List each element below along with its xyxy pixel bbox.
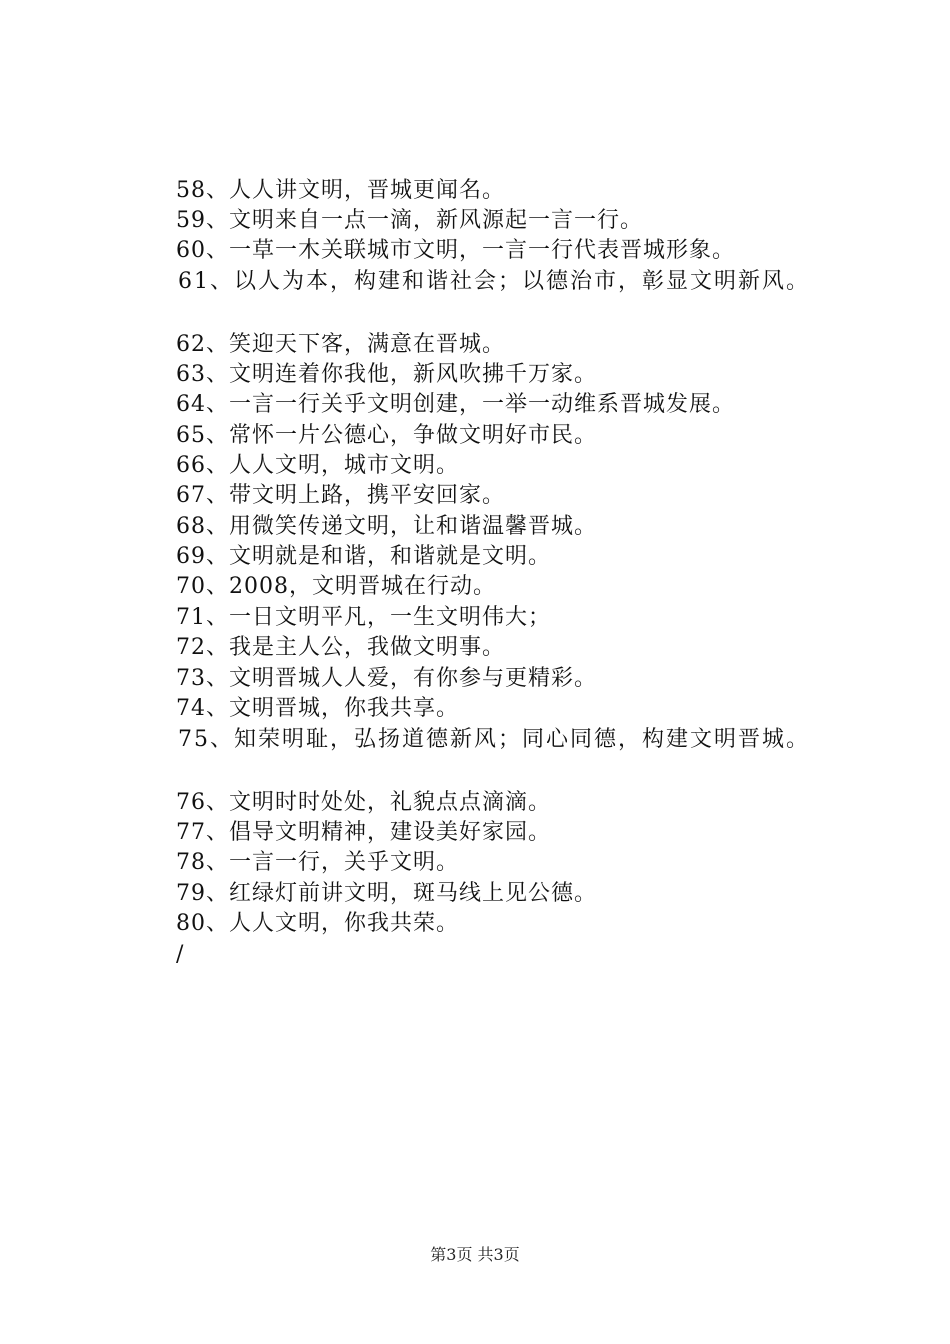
slogan-line: 69、文明就是和谐，和谐就是文明。 xyxy=(176,544,551,569)
slogan-line: 64、一言一行关乎文明创建，一举一动维系晋城发展。 xyxy=(176,392,735,417)
slogan-line: 58、人人讲文明，晋城更闻名。 xyxy=(176,178,505,203)
trailing-slash: / xyxy=(176,942,185,967)
page-footer: 第3页 共3页 xyxy=(430,1245,520,1264)
slogan-line: 67、带文明上路，携平安回家。 xyxy=(176,483,505,508)
slogan-line: 68、用微笑传递文明，让和谐温馨晋城。 xyxy=(176,514,597,539)
slogan-line: 73、文明晋城人人爱，有你参与更精彩。 xyxy=(176,666,597,691)
slogan-line: 80、人人文明，你我共荣。 xyxy=(176,911,459,936)
slogan-line: 63、文明连着你我他，新风吹拂千万家。 xyxy=(176,362,597,387)
slogan-line: 66、人人文明，城市文明。 xyxy=(176,453,459,478)
slogan-line: 59、文明来自一点一滴，新风源起一言一行。 xyxy=(176,208,643,233)
slogan-line: 70、2008，文明晋城在行动。 xyxy=(176,574,496,599)
slogan-line: 74、文明晋城，你我共享。 xyxy=(176,696,459,721)
slogan-line: 71、一日文明平凡，一生文明伟大； xyxy=(176,605,551,630)
slogan-line: 62、笑迎天下客，满意在晋城。 xyxy=(176,332,505,357)
slogan-line: 72、我是主人公，我做文明事。 xyxy=(176,635,505,660)
slogan-line: 60、一草一木关联城市文明，一言一行代表晋城形象。 xyxy=(176,238,735,263)
slogan-line: 75、知荣明耻，弘扬道德新风；同心同德，构建文明晋城。 xyxy=(178,727,810,752)
slogan-line: 77、倡导文明精神，建设美好家园。 xyxy=(176,820,551,845)
slogan-line: 61、以人为本，构建和谐社会；以德治市，彰显文明新风。 xyxy=(178,269,810,294)
slogan-line: 65、常怀一片公德心，争做文明好市民。 xyxy=(176,423,597,448)
slogan-line: 76、文明时时处处，礼貌点点滴滴。 xyxy=(176,790,551,815)
slogan-line: 79、红绿灯前讲文明，斑马线上见公德。 xyxy=(176,881,597,906)
slogan-line: 78、一言一行，关乎文明。 xyxy=(176,850,459,875)
